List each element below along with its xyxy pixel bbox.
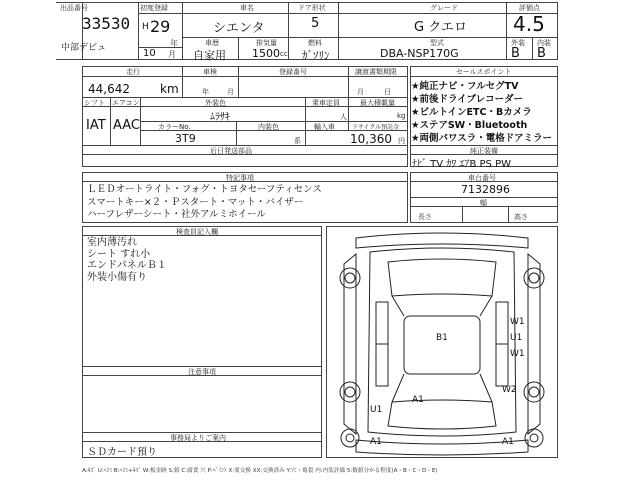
mark-u1-a: U1	[510, 333, 523, 343]
import-label: 輸入車	[314, 123, 335, 131]
year-unit: 年	[170, 39, 178, 48]
reg-month: 10	[143, 48, 156, 59]
displacement-unit: cc	[280, 50, 288, 58]
recycle-day: 日	[384, 88, 391, 96]
color-label: 外装色	[205, 99, 226, 107]
sales-point-5: ★両側パワスラ・電格ドアミラー	[411, 133, 552, 144]
mark-u1-b: U1	[370, 405, 383, 415]
doors: 5	[311, 16, 320, 31]
features-text: ＬＥＤオートライト・フォグ・トヨタセーフティセンス スマートキー×２・Ｐスタート・マット・バイザー ハーフレザーシート・社外アルミホイール	[87, 184, 322, 220]
height-label: 高さ	[514, 213, 528, 221]
exterior-grade: B	[511, 46, 520, 61]
office-text: ＳＤカード預り	[87, 447, 157, 458]
mileage-unit: km	[160, 82, 179, 96]
load-unit: kg	[397, 112, 406, 120]
load-label: 最大積載量	[360, 99, 395, 107]
usage: 自家用	[193, 49, 226, 62]
debut: 中部デビュ	[61, 43, 107, 53]
lot-number: 33530	[82, 14, 131, 33]
chassis-label: 車台番号	[468, 174, 496, 182]
score: 4.5	[513, 12, 545, 36]
inspector-label: 検査員記入欄	[176, 228, 218, 236]
int-color-label: 内装色	[258, 123, 279, 131]
features-label: 特記事項	[226, 174, 254, 182]
interior-label: 内装	[537, 39, 551, 47]
inspection-year: 年	[202, 88, 209, 96]
mileage: 44,642	[88, 82, 130, 96]
era: H	[142, 22, 149, 32]
color-no: 3T9	[175, 132, 196, 145]
inspection-label: 車検	[203, 68, 217, 76]
int-color-unit: 系	[294, 137, 301, 145]
car-name-label: 車名	[240, 4, 254, 12]
recycle-fee-label: リサイクル預託金	[352, 124, 400, 131]
usage-label: 車歴	[205, 39, 219, 47]
reg-no-label: 登録番号	[279, 68, 307, 76]
recycle-deadline-label: 譲渡書類期限	[355, 68, 397, 76]
width-label: 幅	[480, 199, 487, 207]
grade-label: グレード	[430, 4, 458, 12]
displacement: 1500	[252, 47, 280, 60]
inspection-month: 月	[227, 88, 234, 96]
shift-label: シフト	[84, 99, 105, 107]
first-reg-label: 初度登録	[140, 4, 168, 12]
reg-year: 29	[150, 17, 171, 36]
ac-label: エアコン	[112, 99, 140, 107]
oem-label: 純正装備	[470, 147, 498, 155]
office-label: 事務局よりご案内	[170, 434, 226, 442]
model: DBA-NSP170G	[380, 47, 459, 60]
exterior-label: 外装	[511, 39, 525, 47]
color-no-label: カラーNo.	[158, 123, 191, 131]
doors-label: ドア形状	[298, 4, 326, 12]
recycle-month: 月	[357, 88, 364, 96]
mark-b1: B1	[436, 333, 448, 343]
mark-a1-a: A1	[412, 395, 424, 405]
fuel: ｶﾞｿﾘﾝ	[302, 49, 330, 62]
sales-point-2: ★前後ドライブレコーダー	[411, 94, 524, 105]
capacity-label: 乗車定員	[312, 99, 340, 107]
mileage-label: 走行	[126, 68, 140, 76]
legend: A:ｷｽﾞ U:ﾍｺﾐ B:ﾍｺﾐ+ｷｽﾞ W:板金跡 S:錆 C:腐食 穴 P:ﾍﾟｲﾝﾄ X:要交換 XX:交換済み Y:穴・亀裂 内:内装評価 5:数値分かる程度(A・B・C・D・E)	[82, 468, 438, 474]
car-diagram	[326, 226, 558, 458]
oem-value: ﾅﾋﾞ TV ｶﾜ ｴｱB PS PW	[412, 159, 511, 170]
mark-a1-c: A1	[502, 437, 514, 447]
chassis-number: 7132896	[461, 183, 510, 196]
month-unit: 月	[168, 50, 176, 59]
capacity-unit: 人	[340, 113, 347, 121]
score-label: 評価点	[519, 4, 540, 12]
mark-w1-a: W1	[510, 317, 525, 327]
recycle-fee-unit: 円	[398, 137, 405, 145]
inspector-text: 室内薄汚れ シート すれ小 エンドパネルＢ１ 外装小傷有り	[87, 237, 167, 283]
sales-point-1: ★純正ナビ・フルセグTV	[411, 81, 519, 92]
interior-grade: B	[537, 46, 546, 61]
sales-point-4: ★ステアSW・Bluetooth	[411, 120, 528, 131]
mark-w1-b: W1	[510, 349, 525, 359]
model-label: 型式	[430, 39, 444, 47]
car-name: シエンタ	[213, 21, 265, 36]
lot-label: 出品番号	[60, 4, 88, 12]
sales-point-label: セールスポイント	[456, 68, 512, 76]
mark-w2: W2	[502, 385, 517, 395]
parts-label: 后日発送部品	[210, 147, 252, 155]
displacement-label: 排気量	[256, 39, 277, 47]
ac: AAC	[113, 118, 140, 133]
recycle-fee: 10,360	[350, 132, 392, 146]
sales-point-3: ★ビルトインETC・Bカメラ	[411, 107, 532, 118]
length-label: 長さ	[418, 213, 432, 221]
mark-a1-b: A1	[370, 437, 382, 447]
notes-label: 注意事項	[188, 368, 216, 376]
color: ﾑﾗｻｷ	[210, 112, 230, 123]
fuel-label: 燃料	[308, 39, 322, 47]
grade: G クエロ	[414, 20, 467, 35]
shift: IAT	[86, 118, 106, 133]
